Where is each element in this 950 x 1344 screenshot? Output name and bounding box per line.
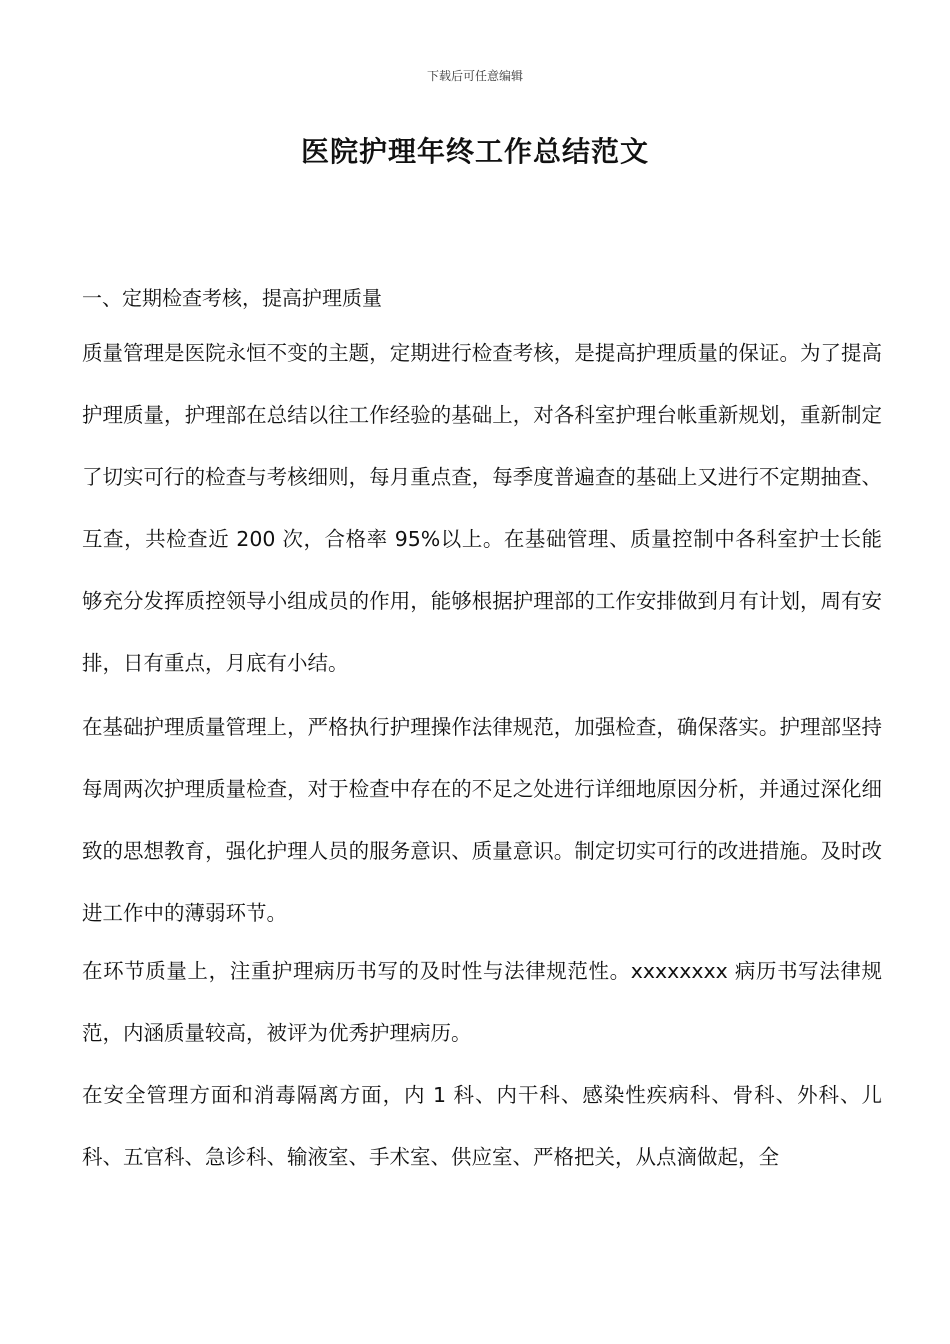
paragraph-link-quality: 在环节质量上，注重护理病历书写的及时性与法律规范性。xxxxxxxx 病历书写法律规范，内涵质量较高，被评为优秀护理病历。 bbox=[82, 959, 882, 1045]
paragraph-safety-management: 在安全管理方面和消毒隔离方面，内 1 科、内干科、感染性疾病科、骨科、外科、儿科、五官科、急诊科、输液室、手术室、供应室、严格把关，从点滴做起，全 bbox=[82, 1083, 882, 1169]
paragraph-quality-management: 质量管理是医院永恒不变的主题，定期进行检查考核，是提高护理质量的保证。为了提高护理质量，护理部在总结以往工作经验的基础上，对各科室护理台帐重新规划，重新制定了切实可行的检查与考核细则，每月重点查，每季度普遍查的基础上又进行不定期抽查、互查，共检查近 200 次，合格率 95%以上。在基础管理、质量控制中各科室护士长能够充分发挥质控领导小组成员的作用，能够根据护理部的工作安排做到月有计划，周有安排，日有重点，月底有小结。 bbox=[82, 341, 882, 675]
section-heading: 一、定期检查考核，提高护理质量 bbox=[82, 286, 382, 310]
document-title: 医院护理年终工作总结范文 bbox=[300, 135, 649, 168]
header-note: 下载后可任意编辑 bbox=[426, 69, 523, 83]
paragraph-basic-nursing: 在基础护理质量管理上，严格执行护理操作法律规范，加强检查，确保落实。护理部坚持每周两次护理质量检查，对于检查中存在的不足之处进行详细地原因分析，并通过深化细致的思想教育，强化护理人员的服务意识、质量意识。制定切实可行的改进措施。及时改进工作中的薄弱环节。 bbox=[82, 715, 882, 925]
